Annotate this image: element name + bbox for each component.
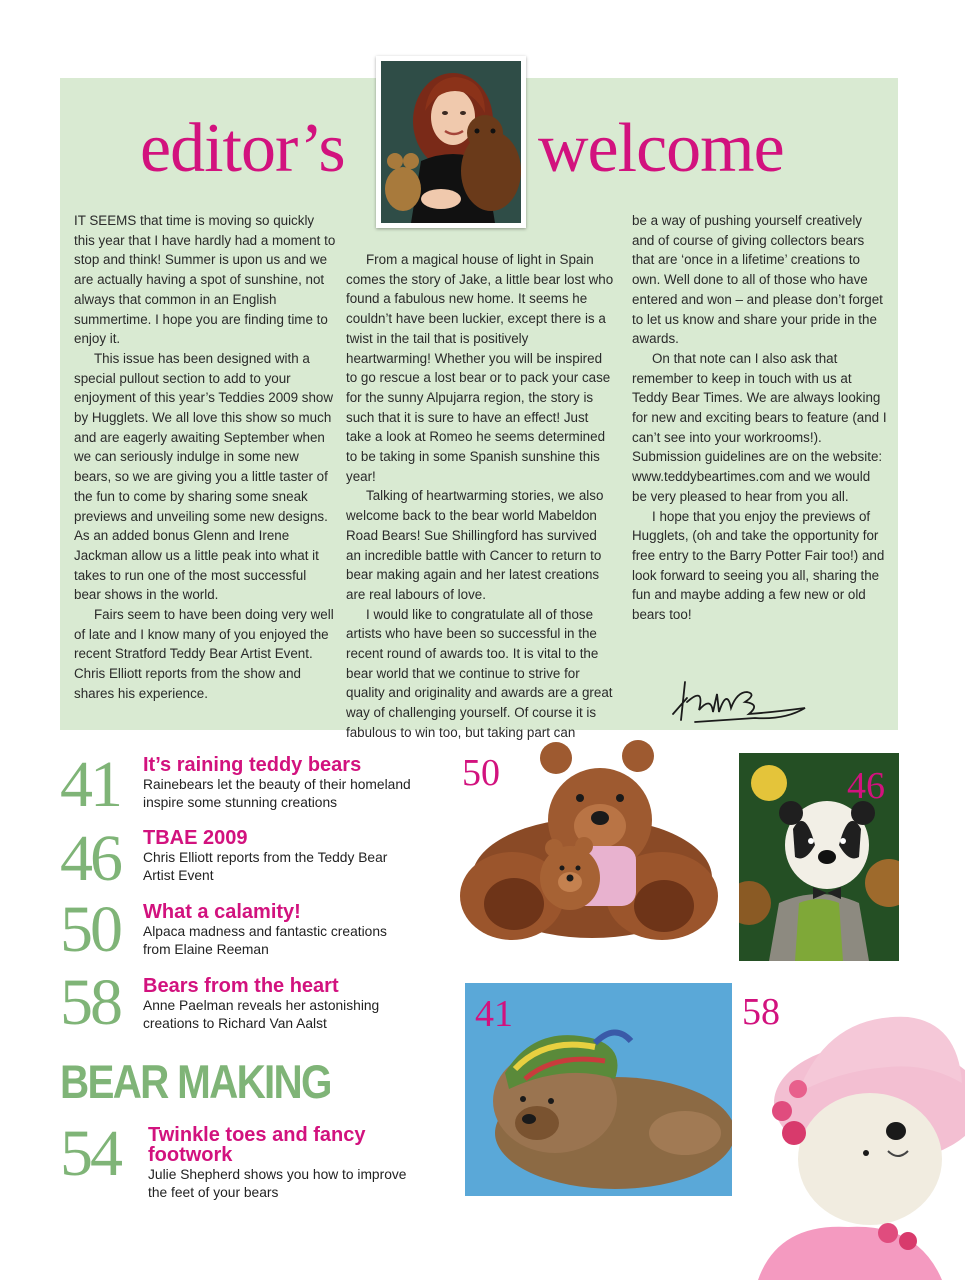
contents-desc-54-line2: the feet of your bears bbox=[148, 1185, 279, 1200]
col2-para-3: I would like to congratulate all of those artists who have been so successful in the recent round of awards too. It is vital to the bear world that we continue to strive for quality and originality and awards are a great way of challenging yourself. Of course it is fabulous to win too, but taking part can bbox=[346, 606, 613, 740]
photo-50-label: 50 bbox=[462, 752, 500, 794]
photo-41-knit-hat-bear[interactable] bbox=[465, 983, 732, 1196]
contents-desc-46 bbox=[143, 849, 387, 885]
contents-desc-50-line1: Alpaca madness and fantastic creations bbox=[143, 924, 387, 939]
contents-desc-46-line2: Artist Event bbox=[143, 868, 214, 883]
column-1 bbox=[74, 211, 336, 704]
photo-46-label: 46 bbox=[847, 765, 885, 807]
col1-para-2: This issue has been designed with a special pullout section to add to your enjoyment of this year’s Teddies 2009 show by Hugglets. We all love this show so much and are eagerly awaiting September when we can seriously indulge in some new bears, so we are giving you a little taster of the fun to come by sharing some sneak previews and unveiling some new designs. As an added bonus Glenn and Irene Jackman allow us a little peak into what it takes to run one of the most successful bear shows in the world. bbox=[74, 350, 334, 603]
col2-para-2: Talking of heartwarming stories, we also welcome back to the bear world Mabeldon Road Bears! Sue Shillingford has survived an incredible battle with Cancer to return to bear making again and her latest creations are real labours of love. bbox=[346, 488, 604, 602]
column-2 bbox=[346, 250, 614, 743]
editor-signature bbox=[665, 668, 815, 728]
section-title-bear-making: BEAR MAKING bbox=[60, 1055, 331, 1108]
contents-page-54: 54 bbox=[60, 1117, 120, 1190]
contents-desc-58 bbox=[143, 997, 379, 1033]
contents-title-54[interactable] bbox=[148, 1125, 365, 1165]
photo-58-label: 58 bbox=[742, 991, 780, 1033]
contents-desc-41-line1: Rainebears let the beauty of their homeland bbox=[143, 777, 411, 792]
photo-50-bears[interactable] bbox=[452, 728, 724, 952]
photo-41-label: 41 bbox=[475, 993, 513, 1035]
contents-page-50: 50 bbox=[60, 893, 120, 966]
contents-desc-41 bbox=[143, 776, 411, 812]
header-welcome: welcome bbox=[538, 110, 784, 187]
contents-page-58: 58 bbox=[60, 966, 120, 1039]
contents-page-41: 41 bbox=[60, 748, 120, 821]
col3-para-1: be a way of pushing yourself creatively and of course of giving collectors bears that are ‘once in a lifetime’ creations to own. Well done to all of those who have entered and won – and please don’t forget to let us know and share your pride in the awards. bbox=[632, 213, 883, 347]
contents-desc-54 bbox=[148, 1166, 406, 1202]
contents-page-46: 46 bbox=[60, 822, 120, 895]
column-3 bbox=[632, 211, 888, 625]
contents-desc-41-line2: inspire some stunning creations bbox=[143, 795, 338, 810]
col1-para-1: IT SEEMS that time is moving so quickly this year that I have hardly had a moment to stop and think! Summer is upon us and we are actually having a spot of sunshine, not always that common in an English summertime. I hope you are finding time to enjoy it. bbox=[74, 213, 336, 347]
col3-para-3: I hope that you enjoy the previews of Hugglets, (oh and take the opportunity for free entry to the Barry Potter Fair too!) and look forward to seeing you all, sharing the fun and maybe adding a few new or old bears too! bbox=[632, 508, 885, 623]
contents-desc-58-line2: creations to Richard Van Aalst bbox=[143, 1016, 327, 1031]
contents-title-54-line1: Twinkle toes and fancy bbox=[148, 1124, 366, 1146]
editor-portrait-image bbox=[381, 61, 521, 223]
contents-title-46[interactable]: TBAE 2009 bbox=[143, 827, 248, 849]
col2-para-1: From a magical house of light in Spain comes the story of Jake, a little bear lost who found a fabulous new home. It seems he couldn’t have been luckier, except there is a twist in the tail that is positively heartwarming! Whether you will be inspired to go rescue a lost bear or to pack your case for the sunny Alpujarra region, the story is such that it is sure to have an effect! Just take a look at Romeo he seems determined to be taking in some Spanish sunshine this year! bbox=[346, 252, 614, 484]
col1-para-3: Fairs seem to have been doing very well of late and I know many of you enjoyed the recent Stratford Teddy Bear Artist Event. Chris Elliott reports from the show and shares his experience. bbox=[74, 607, 334, 701]
contents-title-41[interactable]: It’s raining teddy bears bbox=[143, 754, 362, 776]
editor-photo bbox=[376, 56, 526, 228]
contents-title-54-line2: footwork bbox=[148, 1144, 233, 1166]
col3-para-2: On that note can I also ask that remember to keep in touch with us at Teddy Bear Times. We are always looking for new and exciting bears to feature (and I can’t see into your workrooms!). Submission guidelines are on the website: www.teddybeartimes.com and we would be very pleased to hear from you all. bbox=[632, 350, 887, 504]
contents-title-58[interactable]: Bears from the heart bbox=[143, 975, 339, 997]
contents-desc-50 bbox=[143, 923, 387, 959]
contents-desc-58-line1: Anne Paelman reveals her astonishing bbox=[143, 998, 380, 1013]
contents-desc-50-line2: from Elaine Reeman bbox=[143, 942, 269, 957]
contents-title-50[interactable]: What a calamity! bbox=[143, 901, 301, 923]
contents-desc-54-line1: Julie Shepherd shows you how to improve bbox=[148, 1167, 407, 1182]
photo-46-badger[interactable] bbox=[739, 753, 899, 961]
contents-desc-46-line1: Chris Elliott reports from the Teddy Bear bbox=[143, 850, 388, 865]
header-editors: editor’s bbox=[140, 110, 345, 187]
photo-58-pink-hat-bear[interactable] bbox=[738, 983, 965, 1280]
